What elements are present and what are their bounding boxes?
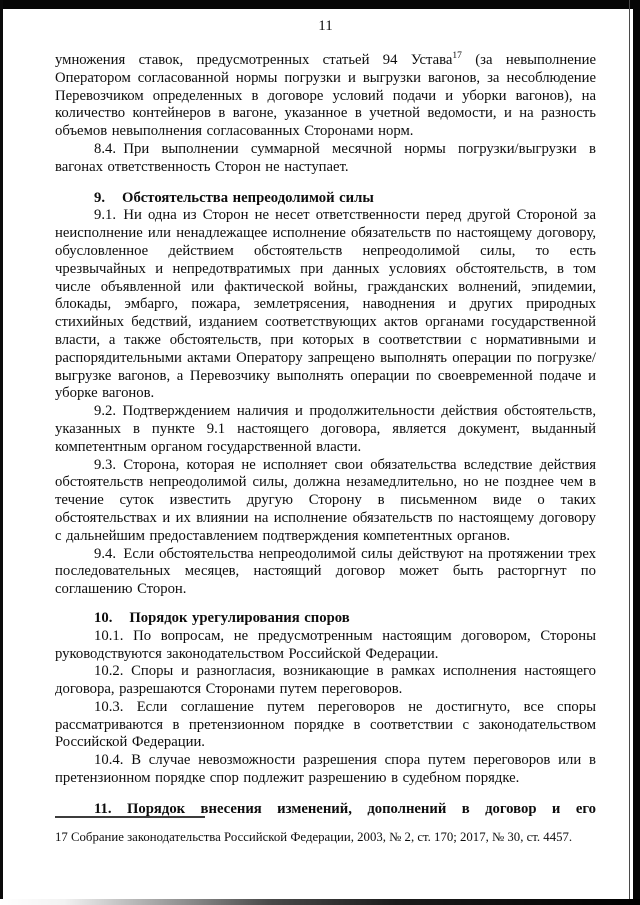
paragraph-9-4: 9.4. Если обстоятельства непреодолимой силы действуют на протяжении трех последовательных месяцев, настоящий договор может быть расторгнут по соглашению Сторон. xyxy=(55,545,596,598)
paragraph-9-2: 9.2. Подтверждением наличия и продолжительности действия обстоятельств, указанных в пункте 9.1 настоящего договора, является документ, выданный компетентным органом государственной власти. xyxy=(55,403,596,455)
section-9-heading-title: Обстоятельства непреодолимой силы xyxy=(122,189,374,206)
section-10-heading xyxy=(55,610,596,628)
paragraph-continuation-text: умножения ставок, предусмотренных статьей 94 Устава xyxy=(55,52,453,68)
section-9-heading xyxy=(55,190,596,208)
page-body xyxy=(55,17,596,819)
paragraph-9-1: 9.1. Ни одна из Сторон не несет ответственности перед другой Стороной за неисполнение или ненадлежащее исполнение обязательств по настоящему договору, обусловленное действием обстоятельств непреодолимой силы, то есть чрезвычайных и непредотвратимых при данных условиях обстоятельств, в том числе объявленной или фактической войны, гражданских волнений, эпидемии, блокады, эмбарго, пожара, землетрясения, наводнения и других природных стихийных бедствий, изданием соответствующих актов органами государственной власти, а также обстоятельств, при которых в соответствии с нормативными и распорядительными актами Оператору запрещено выполнять операции по погрузке/выгрузке вагонов, а Перевозчику выполнять операции по своевременной подаче и уборке вагонов. xyxy=(55,207,596,402)
scan-border-right xyxy=(633,0,640,905)
footnote-reference-17: 17 xyxy=(452,51,462,62)
section-9-heading-number: 9. xyxy=(94,189,106,206)
paragraph-9-3: 9.3. Сторона, которая не исполняет свои обязательства вследствие действия обстоятельств непреодолимой силы, должна незамедлительно, но не позднее чем в течение суток известить другую Сторону в письменном виде о таких обстоятельствах и их влиянии на исполнение обязательств по настоящему договору с дальнейшим предоставлением подтверждения компетентных органов. xyxy=(55,456,596,544)
footnote-separator xyxy=(55,816,205,818)
paragraph-8-4: 8.4. При выполнении суммарной месячной нормы погрузки/выгрузки в вагонах ответственность Сторон не наступает. xyxy=(55,140,596,175)
paragraph-10-1: 10.1. По вопросам, не предусмотренным настоящим договором, Стороны руководствуются законодательством Российской Федерации. xyxy=(55,627,596,662)
scan-border-right-hairline xyxy=(629,0,630,905)
paragraph-10-3: 10.3. Если соглашение путем переговоров не достигнуто, все споры рассматриваются в претензионном порядке в соответствии с законодательством Российской Федерации. xyxy=(55,698,596,751)
section-11-heading-number: 11. xyxy=(94,800,112,817)
footnote-area xyxy=(55,816,596,845)
scan-border-left xyxy=(0,0,3,905)
scan-border-bottom xyxy=(0,899,640,905)
section-10-heading-title: Порядок урегулирования споров xyxy=(129,609,350,626)
section-10-heading-number: 10. xyxy=(94,609,113,626)
page-number: 11 xyxy=(318,18,333,34)
section-11-heading-title: Порядок внесения изменений, дополнений в договор и его xyxy=(127,800,596,817)
paragraph-10-4: 10.4. В случае невозможности разрешения спора путем переговоров или в претензионном порядке спор подлежит разрешению в судебном порядке. xyxy=(55,752,596,787)
paragraph-10-2: 10.2. Споры и разногласия, возникающие в рамках исполнения настоящего договора, разрешаются Сторонами путем переговоров. xyxy=(55,663,596,698)
paragraph-continuation xyxy=(55,52,596,141)
paragraph-continuation-text-after: (за невыполнение Оператором согласованной нормы погрузки и выгрузки вагонов, за несоблюдение Перевозчиком определенных в договоре условий подачи и уборки вагонов), на количество контейнеров в вагоне, указанное в учетной ведомости, и на разность объемов невыполнения согласованных Сторонами норм. xyxy=(55,52,596,140)
footnote-text: 17 Собрание законодательства Российской Федерации, 2003, № 2, ст. 170; 2017, № 30, ст. 4457. xyxy=(55,830,573,844)
scan-border-top xyxy=(0,0,640,9)
